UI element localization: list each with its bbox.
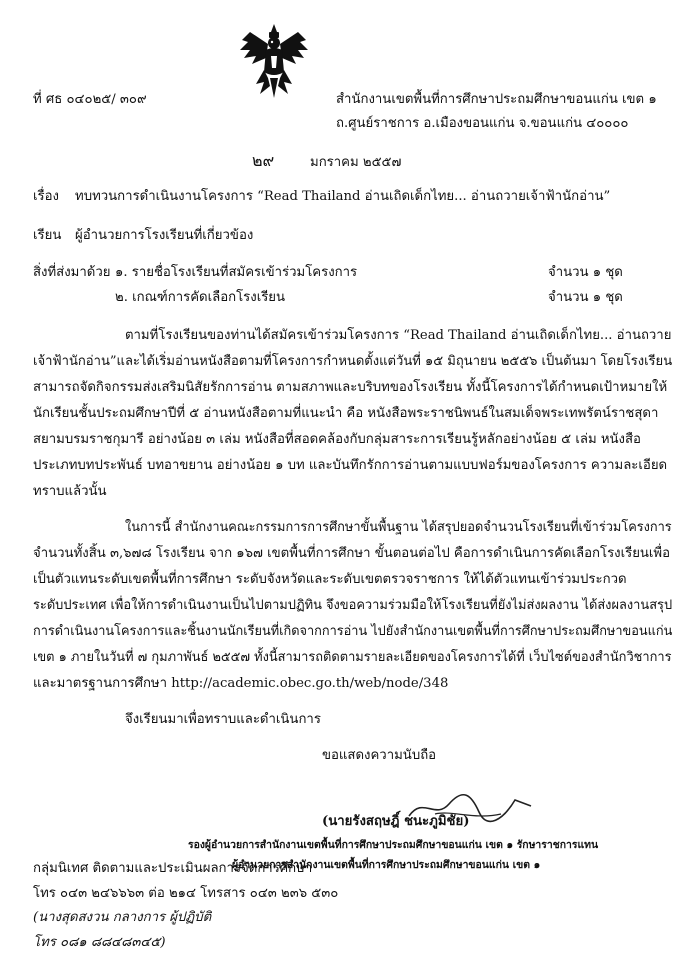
subject-label: เรื่อง [33, 189, 59, 204]
letter-date-month-year: มกราคม ๒๕๕๗ [310, 155, 402, 170]
contact-unit: กลุ่มนิเทศ ติดตามและประเมินผลการจัดการศึกษา [33, 861, 313, 876]
body-paragraph-2-line: เขต ๑ ภายในวันที่ ๗ กุมภาพันธ์ ๒๕๕๗ ทั้งนี้สามารถติดตามรายละเอียดของโครงการได้ที่ เว็บไซต์ของสำนักวิชาการ [33, 650, 672, 665]
body-paragraph-1-line: นักเรียนชั้นประถมศึกษาปีที่ ๕ อ่านหนังสือตามที่แนะนำ คือ หนังสือพระราชนิพนธ์ในสมเด็จพระเทพรัตน์ราชสุดา [33, 406, 659, 421]
enclosure-quantity: จำนวน ๑ ชุด [548, 290, 623, 305]
contact-mobile: โทร ๐๘๑ ๘๘๔๘๓๔๕) [33, 935, 166, 950]
body-paragraph-2-line: ระดับประเทศ เพื่อให้การดำเนินงานเป็นไปตามปฏิทิน จึงขอความร่วมมือให้โรงเรียนที่ยังไม่ส่งผลงาน ได้ส่งผลงานสรุป [33, 598, 673, 613]
contact-coordinator: (นางสุดสงวน กลางการ ผู้ปฏิบัติ [33, 910, 212, 925]
garuda-emblem-icon [238, 22, 310, 100]
reference-number: ที่ ศธ ๐๔๐๒๕/ ๓๐๙ [33, 92, 147, 107]
signatory-position-continued: ผู้อำนวยการสำนักงานเขตพื้นที่การศึกษาประถมศึกษาขอนแก่น เขต ๑ [232, 859, 541, 871]
body-paragraph-1-line: ประเภทบทประพันธ์ บทอาขยาน อย่างน้อย ๑ บท และบันทึกรักการอ่านตามแบบฟอร์มของโครงการ ความละเอียด [33, 458, 668, 473]
body-paragraph-2-line: ในการนี้ สำนักงานคณะกรรมการการศึกษาขั้นพื้นฐาน ได้สรุปยอดจำนวนโรงเรียนที่เข้าร่วมโครงการ [125, 520, 672, 535]
enclosure-quantity: จำนวน ๑ ชุด [548, 265, 623, 280]
body-paragraph-2-line: เป็นตัวแทนระดับเขตพื้นที่การศึกษา ระดับจังหวัดและระดับเขตตรวจราชการ ให้ได้ตัวแทนเข้าร่วมประกวด [33, 572, 627, 587]
subject-text: ทบทวนการดำเนินงานโครงการ “Read Thailand อ่านเถิดเด็กไทย... อ่านถวายเจ้าฟ้านักอ่าน” [75, 189, 611, 204]
contact-phone: โทร ๐๔๓ ๒๔๖๖๖๓ ต่อ ๒๑๔ โทรสาร ๐๔๓ ๒๓๖ ๕๓๐ [33, 886, 339, 901]
letter-date-day: ๒๙ [252, 151, 275, 170]
enclosure-item: ๑. รายชื่อโรงเรียนที่สมัครเข้าร่วมโครงการ [115, 265, 358, 280]
enclosure-item: ๒. เกณฑ์การคัดเลือกโรงเรียน [115, 290, 286, 305]
body-paragraph-1-line: ตามที่โรงเรียนของท่านได้สมัครเข้าร่วมโครงการ “Read Thailand อ่านเถิดเด็กไทย... อ่านถวาย [125, 328, 672, 343]
closing-request: จึงเรียนมาเพื่อทราบและดำเนินการ [125, 712, 321, 727]
addressee-label: เรียน [33, 228, 62, 243]
body-paragraph-1-line: สามารถจัดกิจกรรมส่งเสริมนิสัยรักการอ่าน ตามสภาพและบริบทของโรงเรียน ทั้งนี้โครงการได้กำหนดเป้าหมายให้ [33, 380, 668, 395]
body-paragraph-1-line: ทราบแล้วนั้น [33, 484, 107, 499]
organization-address: ถ.ศูนย์ราชการ อ.เมืองขอนแก่น จ.ขอนแก่น ๔๐๐๐๐ [336, 116, 629, 131]
body-paragraph-1-line: เจ้าฟ้านักอ่าน”และได้เริ่มอ่านหนังสือตามที่โครงการกำหนดตั้งแต่วันที่ ๑๕ มิถุนายน ๒๕๕๖ เป็นต้นมา โดยโรงเรียน [33, 354, 673, 369]
signatory-name: (นายรังสฤษฎิ์ ชนะภูมิชัย) [322, 814, 470, 829]
organization-name: สำนักงานเขตพื้นที่การศึกษาประถมศึกษาขอนแก่น เขต ๑ [336, 92, 657, 107]
salutation: ขอแสดงความนับถือ [322, 748, 437, 763]
body-paragraph-2-line: จำนวนทั้งสิ้น ๓,๖๗๘ โรงเรียน จาก ๑๖๗ เขตพื้นที่การศึกษา ขั้นตอนต่อไป คือการดำเนินการคัดเลือกโรงเรียนเพื่อ [33, 546, 671, 561]
body-paragraph-1-line: สยามบรมราชกุมารี อย่างน้อย ๓ เล่ม หนังสือที่สอดคล้องกับกลุ่มสาระการเรียนรู้หลักอย่างน้อย ๕ เล่ม หนังสือ [33, 432, 641, 447]
enclosures-label: สิ่งที่ส่งมาด้วย [33, 265, 111, 280]
addressee-text: ผู้อำนวยการโรงเรียนที่เกี่ยวข้อง [75, 228, 254, 243]
body-paragraph-2-line: การดำเนินงานโครงการและชิ้นงานนักเรียนที่เกิดจากการอ่าน ไปยังสำนักงานเขตพื้นที่การศึกษาประถมศึกษาขอนแก่น [33, 624, 673, 639]
signatory-position: รองผู้อำนวยการสำนักงานเขตพื้นที่การศึกษาประถมศึกษาขอนแก่น เขต ๑ รักษาราชการแทน [188, 839, 599, 851]
body-paragraph-2-line: และมาตรฐานการศึกษา http://academic.obec.go.th/web/node/348 [33, 676, 449, 691]
